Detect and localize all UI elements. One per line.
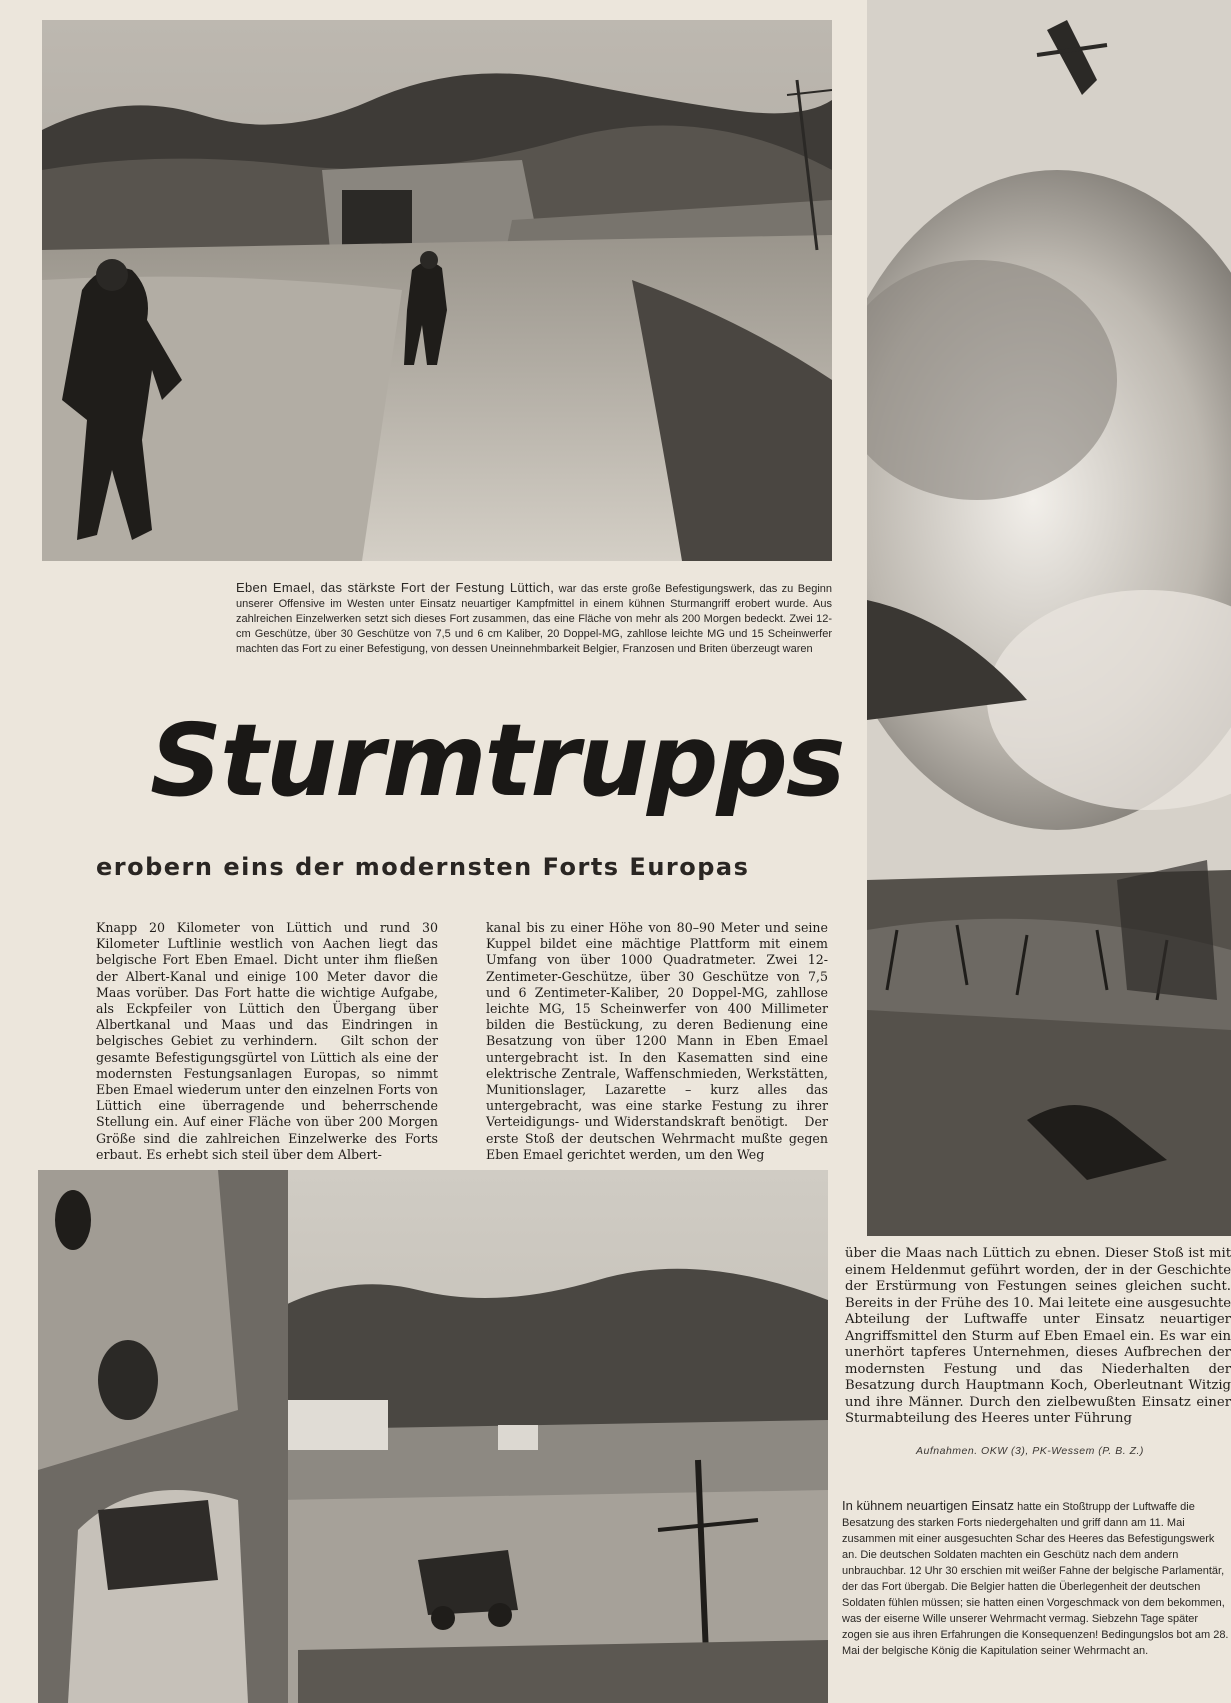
- article-column-3: über die Maas nach Lüttich zu ebnen. Dieser Stoß ist mit einem Heldenmut geführt worden, der in der Geschichte der Erstürmung von Festungen seines gleichen sucht. Bereits in der Frühe des 10. Mai leitete eine ausgesuchte Abteilung der Luftwaffe unter Einsatz neuartiger Angriffsmittel den Sturm auf Eben Emael ein. Es war ein unerhört tapferes Unternehmen, dieses Aufbrechen der modernsten Festung und das Niederhalten der Besatzung durch Hauptmann Koch, Oberleutnant Witzig und ihre Männer. Durch den zielbewußten Einsatz einer Sturmabteilung des Heeres unter Führung: [845, 1246, 1231, 1426]
- caption-text: war das erste große Befestigungswerk, das zu Beginn unserer Offensive im Westen unter Einsatz neuartiger Kampfmittel in einem kühnen Sturmangriff erobert wurde. Aus zahlreichen Einzelwerken setzt sich dieses Fort zusammen, das eine Fläche von mehr als 200 Morgen bedeckt. Zwei 12-cm Geschütze, über 30 Geschütze von 7,5 und 6 cm Kaliber, 20 Doppel-MG, zahllose leichte MG und 15 Scheinwerfer machten das Fort zu einer Befestigung, von dessen Uneinnehmbarkeit Belgier, Franzosen und Briten überzeugt waren: [236, 583, 832, 655]
- caption-lead: Eben Emael, das stärkste Fort der Festung Lüttich,: [236, 580, 555, 595]
- caption-text: hatte ein Stoßtrupp der Luftwaffe die Besatzung des starken Forts niedergehalten und griff dann am 11. Mai zusammen mit einer ausgesuchten Schar des Heeres das Befestigungswerk an. Die deutschen Soldaten machten ein Geschütz nach dem andern unbrauchbar. 12 Uhr 30 erschien mit weißer Fahne der belgische Parlamentär, der das Fort übergab. Die Belgier hatten die Überlegenheit der deutschen Soldaten fühlen müssen; sie hatten einen Vorgeschmack von dem bekommen, was der eiserne Wille unserer Wehrmacht vermag. Siebzehn Tage später zogen sie aus ihren Erfahrungen die Konsequenzen! Bedingungslos bot am 28. Mai der belgische König die Kapitulation seiner Wehrmacht an.: [842, 1501, 1229, 1657]
- caption-lead: In kühnem neuartigen Einsatz: [842, 1498, 1014, 1513]
- subheadline: erobern eins der modernsten Forts Europas: [96, 853, 750, 881]
- article-column-2: kanal bis zu einer Höhe von 80–90 Meter und seine Kuppel bildet eine mächtige Plattform mit einem Umfang von über 1000 Quadratmeter. Zwei 12-Zentimeter-Geschütze, über 30 Geschütze von 7,5 und 6 Zentimeter-Kaliber, 20 Doppel-MG, zahllose leichte MG, 15 Scheinwerfer von 400 Millimeter bilden die Bestückung, zu deren Bedienung eine Besatzung von über 1200 Mann in Eben Emael untergebracht ist. In den Kasematten sind eine elektrische Zentrale, Waffenschmieden, Werkstätten, Munitionslager, Lazarette – kurz alles das untergebracht, was eine starke Festung zu ihrer Verteidigungs- und Widerstandskraft benötigt. Der erste Stoß der deutschen Wehrmacht mußte gegen Eben Emael gerichtet werden, um den Weg: [486, 920, 828, 1162]
- battle-illustration: [867, 0, 1231, 1236]
- photo-credit: Aufnahmen. OKW (3), PK-Wessem (P. B. Z.): [916, 1445, 1144, 1457]
- battle-explosion-illustration-icon: [867, 0, 1231, 1236]
- fort-ruins-vehicle-photo-icon: [38, 1170, 828, 1703]
- fort-entrance-soldiers-photo-icon: [42, 20, 832, 561]
- fort-entrance-photo: [42, 20, 832, 561]
- headline: Sturmtrupps: [150, 702, 844, 819]
- top-photo-caption: [236, 580, 832, 657]
- article-column-1: Knapp 20 Kilometer von Lüttich und rund 30 Kilometer Luftlinie westlich von Aachen liegt das belgische Fort Eben Emael. Dicht unter ihm fließen der Albert-Kanal und einige 100 Meter davor die Maas vorüber. Das Fort hatte die wichtige Aufgabe, als Eckpfeiler von Lüttich den Übergang über Albertkanal und Maas und das Eindringen in belgisches Gebiet zu verhindern. Gilt schon der gesamte Befestigungsgürtel von Lüttich als eine der modernsten Festungsanlagen Europas, so nimmt Eben Emael wiederum unter den einzelnen Forts von Lüttich eine überragende und beherrschende Stellung ein. Auf einer Fläche von über 200 Morgen Größe sind die zahlreichen Einzelwerke des Forts erbaut. Es erhebt sich steil über dem Albert-: [96, 920, 438, 1162]
- fort-ruins-photo: [38, 1170, 828, 1703]
- bottom-caption: [842, 1498, 1231, 1659]
